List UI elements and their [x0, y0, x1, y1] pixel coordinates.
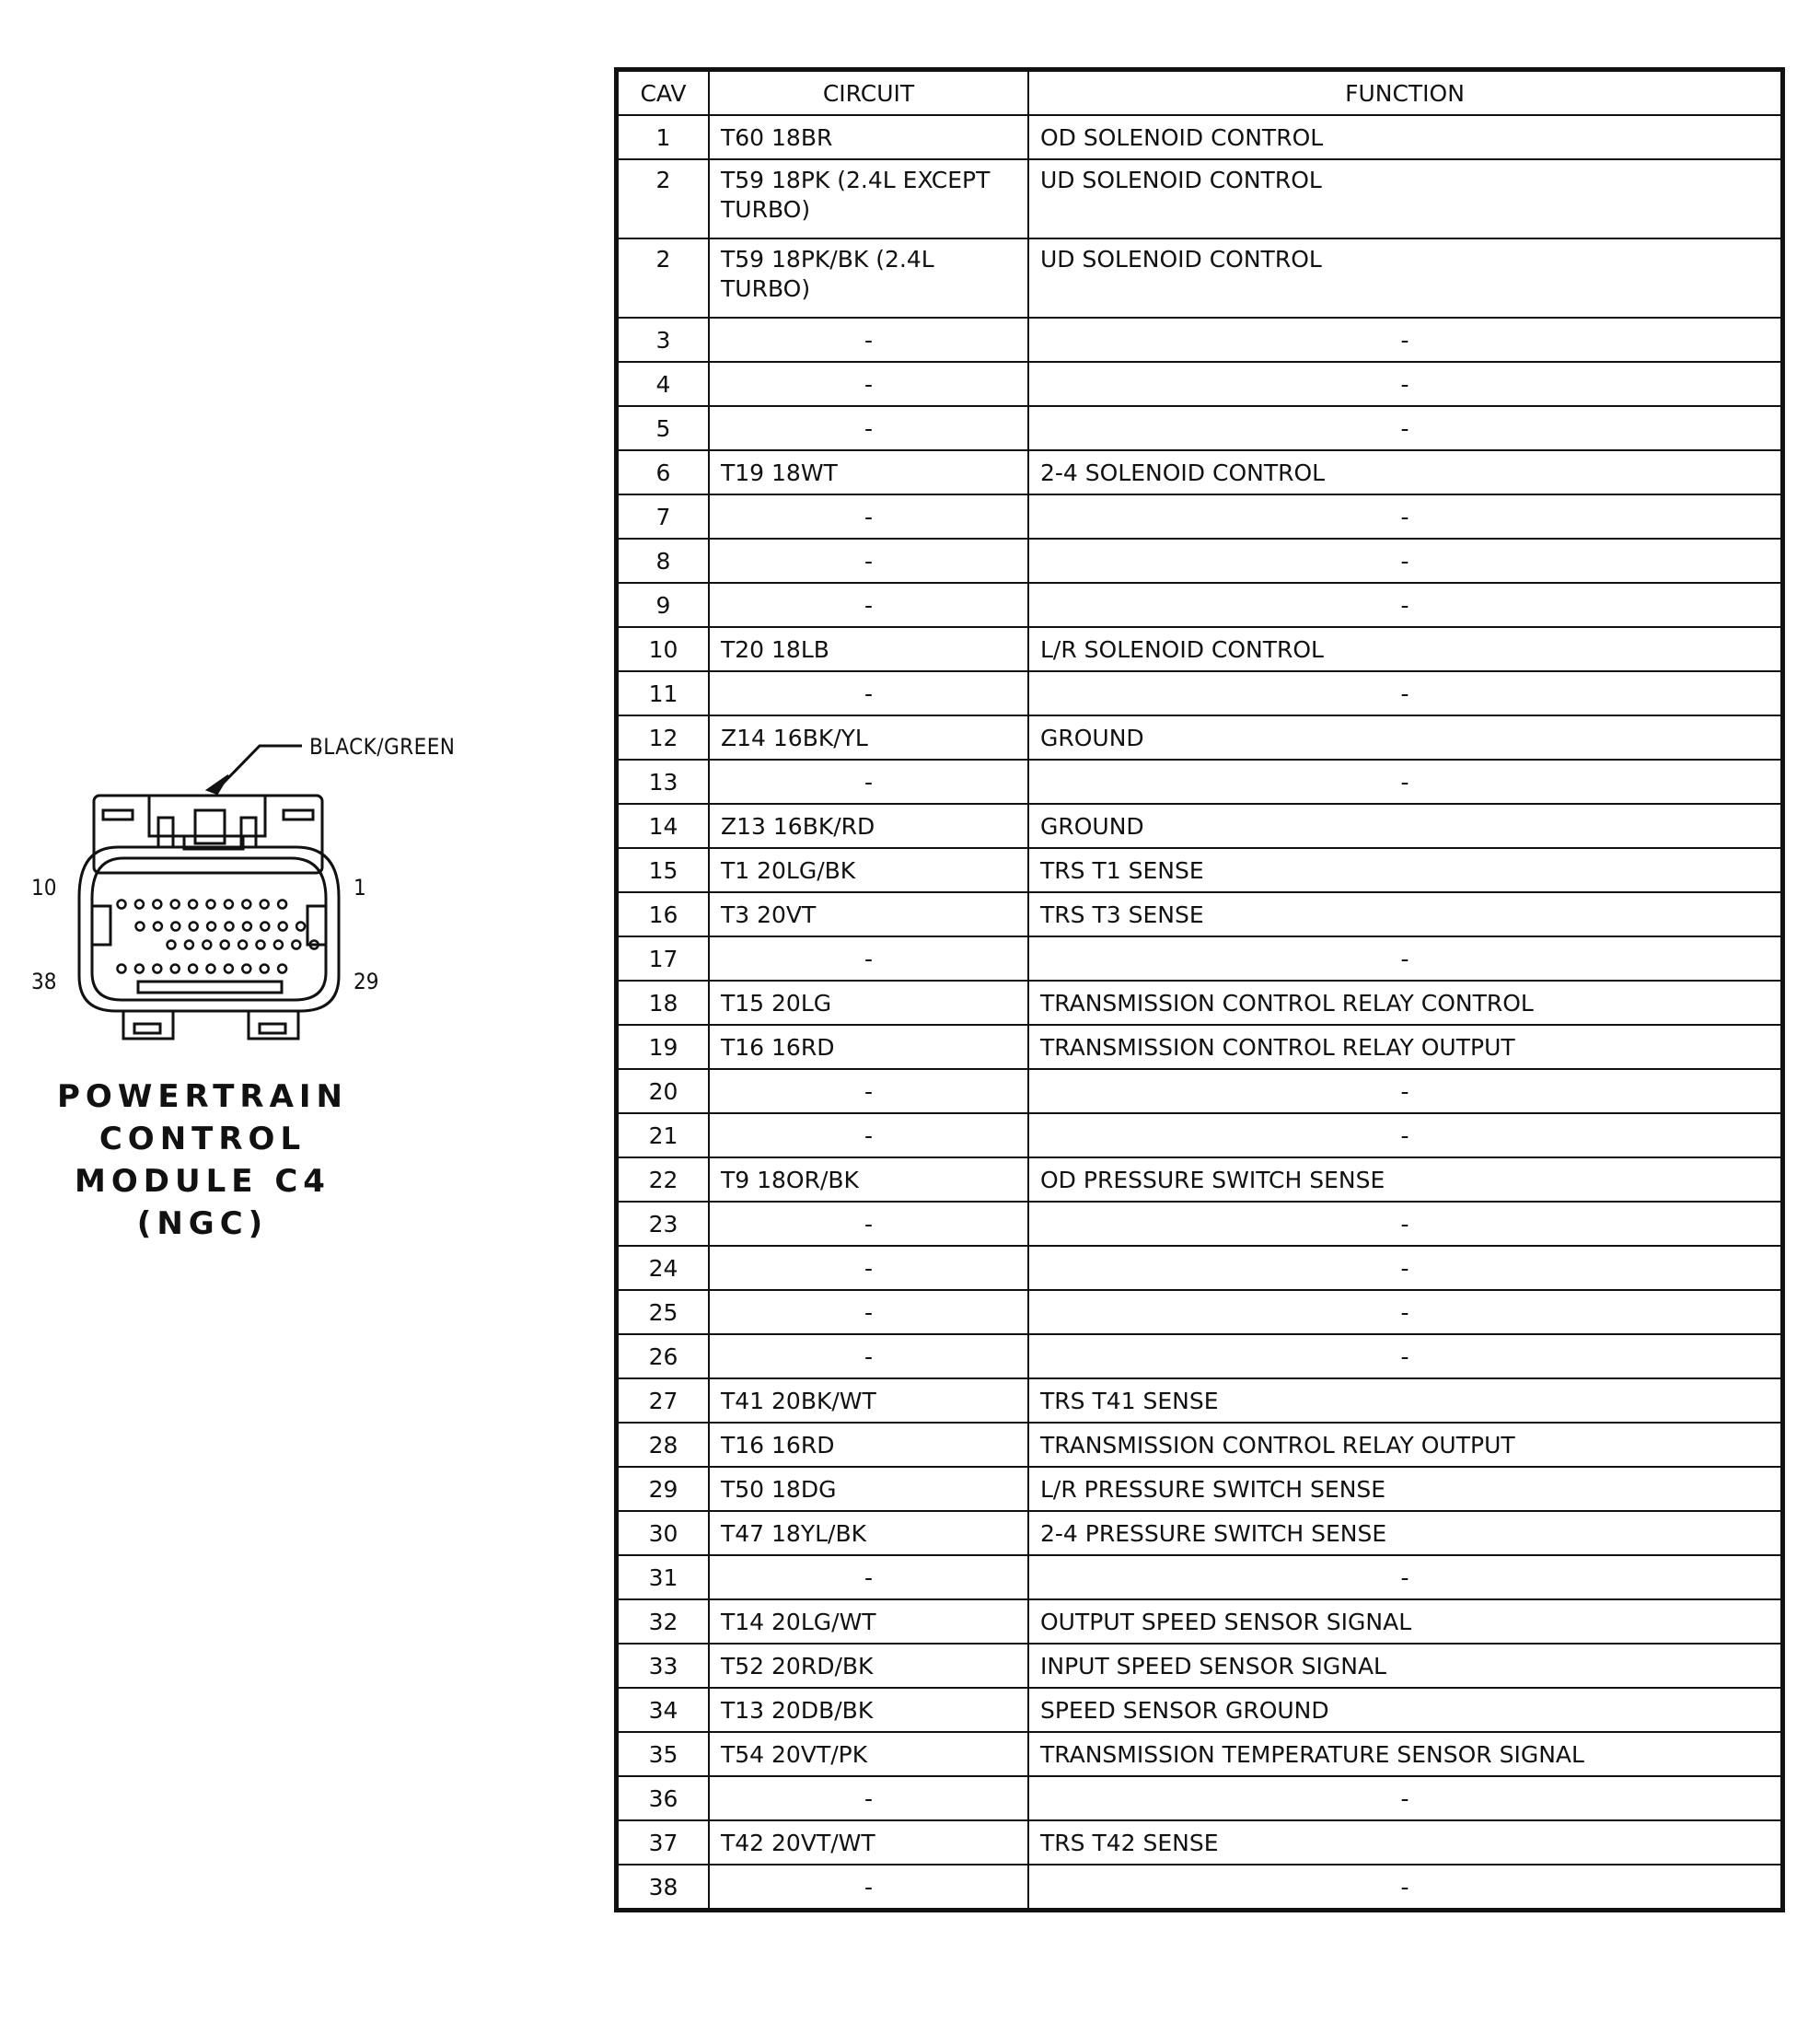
table-row [618, 115, 1781, 159]
circuit-cell: - [709, 1069, 1028, 1113]
cav-cell: 29 [618, 1467, 709, 1511]
function-cell: TRANSMISSION CONTROL RELAY OUTPUT [1028, 1025, 1781, 1069]
function-cell: TRS T3 SENSE [1028, 892, 1781, 936]
pin-cavity [261, 923, 269, 931]
pin-cavity [118, 965, 126, 973]
pin-cavity [279, 923, 287, 931]
table-row [618, 671, 1781, 715]
table-row [618, 494, 1781, 539]
cav-cell: 2 [618, 238, 709, 318]
cav-cell: 26 [618, 1334, 709, 1378]
table-row [618, 1511, 1781, 1555]
function-cell: OUTPUT SPEED SENSOR SIGNAL [1028, 1599, 1781, 1644]
cav-cell: 21 [618, 1113, 709, 1157]
cav-cell: 16 [618, 892, 709, 936]
pin-cavity [225, 901, 233, 909]
function-cell: TRANSMISSION CONTROL RELAY OUTPUT [1028, 1423, 1781, 1467]
pin-label-10: 10 [31, 875, 57, 901]
circuit-cell: - [709, 1246, 1028, 1290]
cav-cell: 20 [618, 1069, 709, 1113]
pin-cavity [185, 941, 193, 949]
function-cell: 2-4 SOLENOID CONTROL [1028, 450, 1781, 494]
circuit-cell: - [709, 936, 1028, 981]
table-row [618, 583, 1781, 627]
cav-cell: 28 [618, 1423, 709, 1467]
circuit-cell: T1 20LG/BK [709, 848, 1028, 892]
table-row [618, 1865, 1781, 1909]
circuit-cell: T50 18DG [709, 1467, 1028, 1511]
table-row [618, 1290, 1781, 1334]
function-cell: UD SOLENOID CONTROL [1028, 159, 1781, 238]
pin-cavity [242, 901, 250, 909]
function-cell: - [1028, 1334, 1781, 1378]
circuit-cell: Z13 16BK/RD [709, 804, 1028, 848]
circuit-cell: - [709, 671, 1028, 715]
circuit-cell: - [709, 1113, 1028, 1157]
callout-leader [221, 746, 302, 785]
table-row [618, 1688, 1781, 1732]
circuit-cell: T59 18PK (2.4L EXCEPT TURBO) [709, 159, 1028, 238]
circuit-cell: T52 20RD/BK [709, 1644, 1028, 1688]
table-row [618, 1157, 1781, 1202]
cav-cell: 9 [618, 583, 709, 627]
function-cell: - [1028, 494, 1781, 539]
pin-cavity [168, 941, 176, 949]
pin-cavity [261, 901, 269, 909]
table-row [618, 981, 1781, 1025]
cav-cell: 6 [618, 450, 709, 494]
pin-cavity [261, 965, 269, 973]
function-cell: - [1028, 583, 1781, 627]
function-cell: - [1028, 936, 1781, 981]
table-row [618, 238, 1781, 318]
function-cell: OD SOLENOID CONTROL [1028, 115, 1781, 159]
circuit-cell: T16 16RD [709, 1025, 1028, 1069]
table-row [618, 159, 1781, 238]
function-cell: - [1028, 1290, 1781, 1334]
header-cav: CAV [618, 71, 709, 115]
cav-cell: 22 [618, 1157, 709, 1202]
table-row [618, 1113, 1781, 1157]
table-row [618, 362, 1781, 406]
cav-cell: 18 [618, 981, 709, 1025]
function-cell: TRANSMISSION TEMPERATURE SENSOR SIGNAL [1028, 1732, 1781, 1776]
circuit-cell: - [709, 318, 1028, 362]
pin-cavity [238, 941, 247, 949]
pin-cavity [257, 941, 265, 949]
cav-cell: 33 [618, 1644, 709, 1688]
pin-cavity [135, 965, 144, 973]
connector-title-line: POWERTRAIN [57, 1078, 348, 1115]
function-cell: - [1028, 1113, 1781, 1157]
table-row [618, 1732, 1781, 1776]
circuit-cell: - [709, 1202, 1028, 1246]
circuit-cell: T60 18BR [709, 115, 1028, 159]
pin-cavity [242, 965, 250, 973]
circuit-cell: - [709, 494, 1028, 539]
function-cell: - [1028, 1202, 1781, 1246]
cav-cell: 35 [618, 1732, 709, 1776]
cav-cell: 2 [618, 159, 709, 238]
connector-title-line: (NGC) [136, 1205, 269, 1242]
circuit-cell: - [709, 539, 1028, 583]
table-row [618, 1467, 1781, 1511]
circuit-cell: T13 20DB/BK [709, 1688, 1028, 1732]
cav-cell: 27 [618, 1378, 709, 1423]
connector-title-line: MODULE C4 [75, 1163, 330, 1200]
circuit-cell: T15 20LG [709, 981, 1028, 1025]
function-cell: - [1028, 362, 1781, 406]
cav-cell: 12 [618, 715, 709, 760]
table-row [618, 1246, 1781, 1290]
function-cell: - [1028, 671, 1781, 715]
header-function: FUNCTION [1028, 71, 1781, 115]
function-cell: OD PRESSURE SWITCH SENSE [1028, 1157, 1781, 1202]
table-header-row [618, 71, 1781, 115]
cav-cell: 37 [618, 1820, 709, 1865]
pin-cavity [207, 923, 215, 931]
function-cell: L/R SOLENOID CONTROL [1028, 627, 1781, 671]
cav-cell: 11 [618, 671, 709, 715]
circuit-cell: - [709, 1334, 1028, 1378]
function-cell: TRS T1 SENSE [1028, 848, 1781, 892]
function-cell: GROUND [1028, 804, 1781, 848]
circuit-cell: T19 18WT [709, 450, 1028, 494]
cav-cell: 5 [618, 406, 709, 450]
cav-cell: 30 [618, 1511, 709, 1555]
cav-cell: 34 [618, 1688, 709, 1732]
cav-cell: 14 [618, 804, 709, 848]
cav-cell: 38 [618, 1865, 709, 1909]
pin-cavity [190, 923, 198, 931]
cav-cell: 1 [618, 115, 709, 159]
function-cell: L/R PRESSURE SWITCH SENSE [1028, 1467, 1781, 1511]
table-row [618, 1025, 1781, 1069]
pin-cavity [118, 901, 126, 909]
function-cell: - [1028, 760, 1781, 804]
table-row [618, 406, 1781, 450]
table-row [618, 1820, 1781, 1865]
table-row [618, 1202, 1781, 1246]
function-cell: - [1028, 318, 1781, 362]
table-row [618, 539, 1781, 583]
circuit-cell: - [709, 583, 1028, 627]
pin-cavity [225, 965, 233, 973]
function-cell: - [1028, 539, 1781, 583]
circuit-cell: T54 20VT/PK [709, 1732, 1028, 1776]
function-cell: 2-4 PRESSURE SWITCH SENSE [1028, 1511, 1781, 1555]
function-cell: SPEED SENSOR GROUND [1028, 1688, 1781, 1732]
function-cell: GROUND [1028, 715, 1781, 760]
pin-cavity [292, 941, 300, 949]
pin-label-1: 1 [354, 875, 366, 901]
table-row [618, 1555, 1781, 1599]
cav-cell: 23 [618, 1202, 709, 1246]
cav-cell: 31 [618, 1555, 709, 1599]
circuit-cell: T41 20BK/WT [709, 1378, 1028, 1423]
table-row [618, 318, 1781, 362]
cav-cell: 3 [618, 318, 709, 362]
pin-cavity [189, 965, 197, 973]
table-row [618, 936, 1781, 981]
cav-cell: 24 [618, 1246, 709, 1290]
pin-label-38: 38 [31, 969, 57, 994]
pin-cavity [221, 941, 229, 949]
callout-arrowhead [207, 775, 228, 794]
pin-cavity [153, 965, 161, 973]
pin-cavity [135, 901, 144, 909]
circuit-cell: - [709, 406, 1028, 450]
function-cell: TRANSMISSION CONTROL RELAY CONTROL [1028, 981, 1781, 1025]
function-cell: TRS T42 SENSE [1028, 1820, 1781, 1865]
cav-cell: 32 [618, 1599, 709, 1644]
table-row [618, 1069, 1781, 1113]
circuit-cell: - [709, 362, 1028, 406]
table-row [618, 804, 1781, 848]
function-cell: - [1028, 1246, 1781, 1290]
cav-cell: 19 [618, 1025, 709, 1069]
connector-title-line: CONTROL [99, 1121, 307, 1157]
circuit-cell: T59 18PK/BK (2.4L TURBO) [709, 238, 1028, 318]
cav-cell: 4 [618, 362, 709, 406]
cav-cell: 36 [618, 1776, 709, 1820]
pin-cavity [189, 901, 197, 909]
pin-cavity [207, 901, 215, 909]
table-row [618, 1423, 1781, 1467]
function-cell: TRS T41 SENSE [1028, 1378, 1781, 1423]
pin-cavity [296, 923, 305, 931]
circuit-cell: T42 20VT/WT [709, 1820, 1028, 1865]
cav-cell: 17 [618, 936, 709, 981]
pin-cavity [278, 965, 286, 973]
cav-cell: 8 [618, 539, 709, 583]
table-row [618, 1776, 1781, 1820]
pin-cavity [243, 923, 251, 931]
connector-housing [79, 796, 339, 1039]
function-cell: UD SOLENOID CONTROL [1028, 238, 1781, 318]
circuit-cell: - [709, 1555, 1028, 1599]
function-cell: - [1028, 1776, 1781, 1820]
circuit-cell: - [709, 760, 1028, 804]
cav-cell: 15 [618, 848, 709, 892]
circuit-cell: T16 16RD [709, 1423, 1028, 1467]
pin-label-29: 29 [354, 969, 379, 994]
pin-cavity [171, 965, 180, 973]
pin-cavity [153, 901, 161, 909]
table-row [618, 1378, 1781, 1423]
table-row [618, 1599, 1781, 1644]
table-row [618, 1644, 1781, 1688]
circuit-cell: - [709, 1865, 1028, 1909]
function-cell: INPUT SPEED SENSOR SIGNAL [1028, 1644, 1781, 1688]
pin-cavity [203, 941, 211, 949]
pin-cavity [154, 923, 162, 931]
pin-cavity [171, 923, 180, 931]
cav-cell: 7 [618, 494, 709, 539]
pin-cavity [207, 965, 215, 973]
circuit-cell: T14 20LG/WT [709, 1599, 1028, 1644]
table-row [618, 892, 1781, 936]
function-cell: - [1028, 1069, 1781, 1113]
table-row [618, 450, 1781, 494]
circuit-cell: T47 18YL/BK [709, 1511, 1028, 1555]
table-row [618, 1334, 1781, 1378]
table-row [618, 760, 1781, 804]
pin-cavity [226, 923, 234, 931]
pin-table [617, 70, 1782, 1910]
cav-cell: 25 [618, 1290, 709, 1334]
circuit-cell: Z14 16BK/YL [709, 715, 1028, 760]
header-circuit: CIRCUIT [709, 71, 1028, 115]
table-row [618, 715, 1781, 760]
circuit-cell: - [709, 1290, 1028, 1334]
function-cell: - [1028, 406, 1781, 450]
circuit-cell: - [709, 1776, 1028, 1820]
pin-cavity [136, 923, 145, 931]
cav-cell: 10 [618, 627, 709, 671]
table-row [618, 627, 1781, 671]
pin-cavity [274, 941, 283, 949]
circuit-cell: T3 20VT [709, 892, 1028, 936]
function-cell: - [1028, 1555, 1781, 1599]
callout-label: BLACK/GREEN [309, 734, 456, 761]
circuit-cell: T9 18OR/BK [709, 1157, 1028, 1202]
pin-cavity-grid [118, 901, 319, 973]
pin-cavity [278, 901, 286, 909]
table-row [618, 848, 1781, 892]
function-cell: - [1028, 1865, 1781, 1909]
cav-cell: 13 [618, 760, 709, 804]
pin-cavity [171, 901, 180, 909]
circuit-cell: T20 18LB [709, 627, 1028, 671]
connector-title [37, 1075, 368, 1245]
